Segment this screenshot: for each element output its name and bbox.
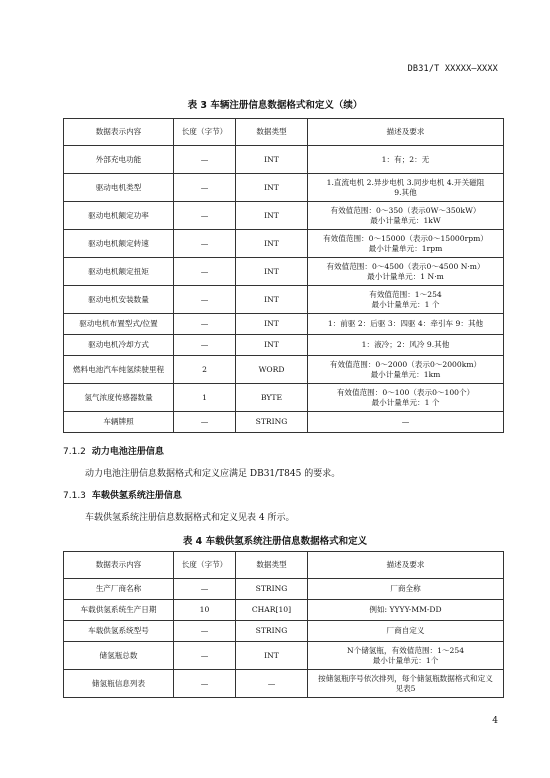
table-row: [64, 174, 504, 202]
table-row: [64, 230, 504, 258]
cell-length: —: [174, 202, 236, 230]
cell-desc: [308, 356, 504, 384]
cell-type: —: [236, 670, 308, 698]
desc-line: 有效值范围：0～100（表示0～100个）: [336, 387, 475, 397]
desc-line: 厂商自定义: [386, 626, 425, 635]
cell-type: WORD: [236, 356, 308, 384]
cell-length: —: [174, 579, 236, 600]
desc-line: 见表5: [395, 683, 416, 693]
table-row: [64, 412, 504, 433]
desc-line: 有效值范围：0～4500（表示0～4500 N·m）: [326, 261, 485, 271]
desc-line: 1：液冷；2：风冷 9.其他: [361, 340, 450, 349]
cell-item: 驱动电机安装数量: [64, 286, 174, 314]
desc-line: 按储氢瓶序号依次排列，每个储氢瓶数据格式和定义: [318, 673, 493, 683]
cell-desc: [308, 642, 504, 670]
cell-desc: [308, 621, 504, 642]
col-header-item: 数据表示内容: [64, 119, 174, 146]
cell-item: 驱动电机布置型式/位置: [64, 314, 174, 335]
table-row: [64, 286, 504, 314]
col-header-length: 长度（字节）: [174, 552, 236, 579]
cell-item: 车载供氢系统型号: [64, 621, 174, 642]
cell-item: 车载供氢系统生产日期: [64, 600, 174, 621]
cell-desc: [308, 146, 504, 174]
col-header-desc: 描述及要求: [308, 119, 504, 146]
desc-line: 9.其他: [394, 187, 417, 197]
cell-item: 外部充电功能: [64, 146, 174, 174]
cell-length: —: [174, 230, 236, 258]
cell-item: 驱动电机额定功率: [64, 202, 174, 230]
cell-item: 生产厂商名称: [64, 579, 174, 600]
cell-type: INT: [236, 230, 308, 258]
table4-header-row: [64, 552, 504, 579]
desc-line: —: [401, 417, 410, 426]
table3: [63, 118, 504, 433]
desc-line: 1：有；2：无: [381, 154, 430, 164]
desc-line: 最小计量单元：1 个: [371, 299, 440, 309]
desc-line: 最小计量单元：1rpm: [368, 243, 443, 253]
cell-type: STRING: [236, 579, 308, 600]
cell-item: 储氢瓶信息列表: [64, 670, 174, 698]
cell-type: CHAR[10]: [236, 600, 308, 621]
cell-item: 驱动电机类型: [64, 174, 174, 202]
desc-line: 例如: YYYY-MM-DD: [369, 605, 442, 614]
cell-type: BYTE: [236, 384, 308, 412]
desc-line: 有效值范围：1～254: [369, 289, 442, 299]
desc-line: 最小计量单元：1kW: [370, 215, 441, 225]
table-row: [64, 642, 504, 670]
table-row: [64, 146, 504, 174]
cell-length: —: [174, 335, 236, 356]
table4: [63, 551, 504, 698]
cell-item: 车辆牌照: [64, 412, 174, 433]
desc-line: 最小计量单元：1 个: [371, 397, 440, 407]
col-header-type: 数据类型: [236, 119, 308, 146]
cell-item: 燃料电池汽车纯氢续驶里程: [64, 356, 174, 384]
section-number: 7.1.2: [63, 447, 86, 457]
table-row: [64, 600, 504, 621]
cell-type: INT: [236, 335, 308, 356]
table-row: [64, 356, 504, 384]
cell-item: 储氢瓶总数: [64, 642, 174, 670]
desc-line: 1：前驱 2：后驱 3：四驱 4：牵引车 9：其他: [327, 319, 484, 328]
section-7-1-3-heading: [63, 488, 182, 501]
table-row: [64, 314, 504, 335]
cell-type: INT: [236, 642, 308, 670]
desc-line: N个储氢瓶，有效值范围：1～254: [346, 645, 465, 655]
section-7-1-2-heading: [63, 444, 164, 457]
table-row: [64, 384, 504, 412]
cell-type: INT: [236, 286, 308, 314]
cell-length: —: [174, 146, 236, 174]
cell-desc: [308, 579, 504, 600]
cell-length: —: [174, 258, 236, 286]
section-title: 车载供氢系统注册信息: [91, 491, 182, 501]
cell-desc: [308, 412, 504, 433]
cell-length: —: [174, 174, 236, 202]
table-row: [64, 621, 504, 642]
cell-desc: [308, 202, 504, 230]
cell-type: INT: [236, 146, 308, 174]
table-row: [64, 579, 504, 600]
col-header-desc: 描述及要求: [308, 552, 504, 579]
cell-length: —: [174, 621, 236, 642]
cell-length: —: [174, 670, 236, 698]
cell-type: INT: [236, 174, 308, 202]
cell-length: 2: [174, 356, 236, 384]
cell-desc: [308, 230, 504, 258]
cell-item: 氢气浓度传感器数量: [64, 384, 174, 412]
cell-length: —: [174, 286, 236, 314]
cell-type: STRING: [236, 621, 308, 642]
page-number: 4: [492, 716, 498, 726]
cell-length: 1: [174, 384, 236, 412]
section-title: 动力电池注册信息: [91, 447, 164, 457]
table3-header-row: [64, 119, 504, 146]
table3-title: 表 3 车辆注册信息数据格式和定义（续）: [187, 100, 363, 111]
col-header-item: 数据表示内容: [64, 552, 174, 579]
table-row: [64, 202, 504, 230]
col-header-type: 数据类型: [236, 552, 308, 579]
cell-desc: [308, 335, 504, 356]
desc-line: 有效值范围：0～15000（表示0～15000rpm）: [323, 233, 488, 243]
desc-line: 最小计量单元：1 N·m: [367, 271, 444, 281]
cell-length: —: [174, 314, 236, 335]
cell-type: STRING: [236, 412, 308, 433]
section-7-1-3-text: 车载供氢系统注册信息数据格式和定义见表 4 所示。: [85, 513, 295, 523]
section-7-1-2-text: 动力电池注册信息数据格式和定义应满足 DB31/T845 的要求。: [85, 469, 341, 479]
cell-item: 驱动电机额定扭矩: [64, 258, 174, 286]
cell-length: —: [174, 412, 236, 433]
cell-type: INT: [236, 314, 308, 335]
cell-desc: [308, 670, 504, 698]
cell-desc: [308, 286, 504, 314]
table-row: [64, 670, 504, 698]
desc-line: 1.直流电机 2.异步电机 3.同步电机 4.开关磁阻: [326, 177, 485, 187]
cell-length: —: [174, 642, 236, 670]
desc-line: 最小计量单元：1个: [372, 655, 439, 665]
cell-desc: [308, 174, 504, 202]
table4-title: 表 4 车载供氢系统注册信息数据格式和定义: [182, 536, 368, 547]
std-code: DB31/T XXXXX—XXXX: [407, 64, 498, 74]
table-row: [64, 258, 504, 286]
cell-type: INT: [236, 258, 308, 286]
table-row: [64, 335, 504, 356]
cell-desc: [308, 314, 504, 335]
cell-item: 驱动电机冷却方式: [64, 335, 174, 356]
cell-item: 驱动电机额定转速: [64, 230, 174, 258]
cell-desc: [308, 258, 504, 286]
desc-line: 厂商全称: [390, 584, 421, 593]
cell-type: INT: [236, 202, 308, 230]
cell-length: 10: [174, 600, 236, 621]
desc-line: 有效值范围：0～350（表示0W～350kW）: [330, 205, 481, 215]
desc-line: 有效值范围：0～2000（表示0～2000km）: [329, 359, 482, 369]
cell-desc: [308, 384, 504, 412]
cell-desc: [308, 600, 504, 621]
col-header-length: 长度（字节）: [174, 119, 236, 146]
desc-line: 最小计量单元：1km: [370, 369, 441, 379]
section-number: 7.1.3: [63, 491, 86, 501]
